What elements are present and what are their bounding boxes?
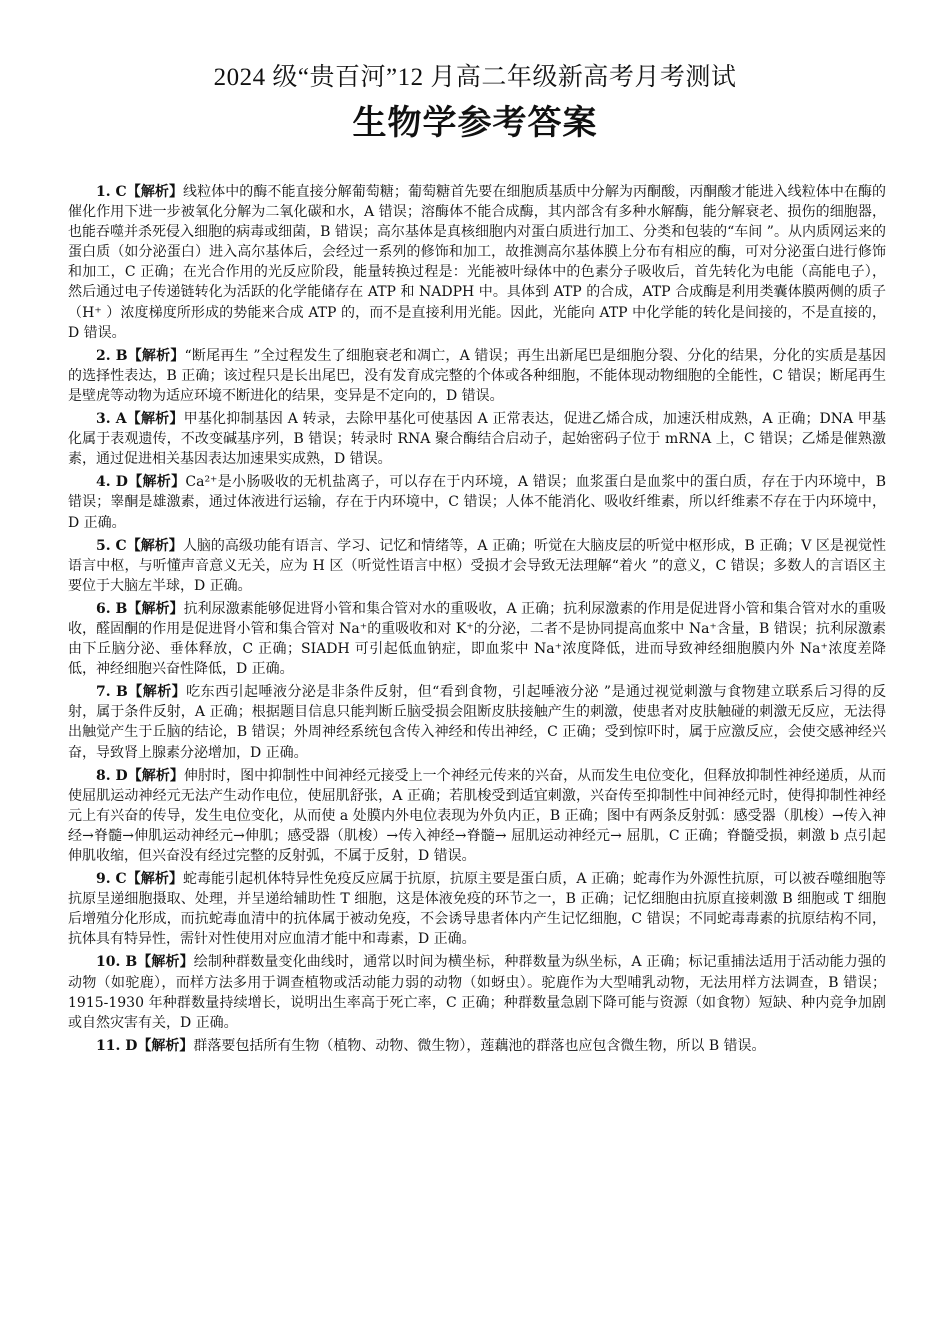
answer-text: 绘制种群数量变化曲线时，通常以时间为横坐标，种群数量为纵坐标，A 正确；标记重捕法适用于活动能力强的动物（如驼鹿），而样方法多用于调查植物或活动能力弱的动物（如蚜虫）。驼鹿作为大型哺乳动物，无法用样方法调查，B 错误；1915-1930 年种群数量持续增长，说明出生率高于死亡率，C 正确；种群数量急剧下降可能与资源（如食物）短缺、种内竞争加剧或自然灾害有关，D 正确。 (68, 954, 886, 1031)
answer-item-2 (68, 346, 886, 406)
answer-text: 抗利尿激素能够促进肾小管和集合管对水的重吸收，A 正确；抗利尿激素的作用是促进肾小管和集合管对水的重吸收，醛固酮的作用是促进肾小管和集合管对 Na⁺的重吸收和对 K⁺的分泌，二者不是协同提高血浆中 Na⁺含量，B 错误；抗利尿激素由下丘脑分泌、垂体释放，C 正确；SIADH 可引起低血钠症，即血浆中 Na⁺浓度降低，进而导致神经细胞膜内外 Na⁺浓度差降低，神经细胞兴奋性降低，D 正确。 (68, 600, 887, 678)
answer-number: 5. C (96, 537, 127, 554)
answer-number: 2. B (96, 347, 128, 364)
answer-text: Ca²⁺是小肠吸收的无机盐离子，可以存在于内环境，A 错误；血浆蛋白是血浆中的蛋白质，存在于内环境中，B 错误；睾酮是雄激素，通过体液进行运输，存在于内环境中，C 错误；人体不能消化、吸收纤维素，所以纤维素不存在于内环境中，D 正确。 (68, 474, 886, 531)
analysis-tag: 【解析】 (126, 411, 184, 428)
analysis-tag: 【解析】 (126, 184, 184, 200)
answer-item-6 (68, 599, 886, 679)
answer-text: 群落要包括所有生物（植物、动物、微生物），莲藕池的群落也应包含微生物，所以 B 错误。 (193, 1037, 766, 1054)
analysis-tag: 【解析】 (127, 600, 184, 617)
answer-text: 线粒体中的酶不能直接分解葡萄糖；葡萄糖首先要在细胞质基质中分解为丙酮酸，丙酮酸才能进入线粒体中在酶的催化作用下进一步被氧化分解为二氧化碳和水，A 错误；溶酶体不能合成酶，其内部含有多种水解酶，能分解衰老、损伤的细胞器，也能吞噬并杀死侵入细胞的病毒或细菌，B 错误；高尔基体是真核细胞内对蛋白质进行加工、分类和包装的“车间 ”。从内质网运来的蛋白质（如分泌蛋白）进入高尔基体后，会经过一系列的修饰和加工，故推测高尔基体膜上分布有相应的酶，可对分泌蛋白进行修饰和加工，C 正确；在光合作用的光反应阶段，能量转换过程是：光能被叶绿体中的色素分子吸收后，首先转化为电能（高能电子），然后通过电子传递链转化为活跃的化学能储存在 ATP 和 NADPH 中。具体到 ATP 的合成，ATP 合成酶是利用类囊体膜两侧的质子（H⁺ ）浓度梯度所形成的势能来合成 ATP 的，而不是直接利用光能。因此，光能向 ATP 中化学能的转化是间接的，不是直接的，D 错误。 (68, 184, 887, 341)
answer-text: 甲基化抑制基因 A 转录，去除甲基化可使基因 A 正常表达，促进乙烯合成，加速沃柑成熟，A 正确；DNA 甲基化属于表观遗传，不改变碱基序列，B 错误；转录时 RNA 聚合酶结合启动子，起始密码子位于 mRNA 上，C 错误；乙烯是催熟激素，通过促进相关基因表达加速果实成熟，D 错误。 (68, 411, 886, 468)
answer-item-7 (68, 682, 886, 762)
analysis-tag: 【解析】 (127, 684, 187, 701)
answer-number: 6. B (96, 600, 128, 617)
answer-text: 人脑的高级功能有语言、学习、记忆和情绪等，A 正确；听觉在大脑皮层的听觉中枢形成，B 正确；V 区是视觉性语言中枢，与听懂声音意义无关，应为 H 区（听觉性语言中枢）受损才会导致无法理解“着火 ”的意义，C 错误；多数人的言语区主要位于大脑左半球，D 正确。 (68, 537, 887, 594)
analysis-tag: 【解析】 (137, 1037, 194, 1054)
answer-item-8 (68, 766, 886, 866)
page-title: 生物学参考答案 (352, 103, 598, 143)
answer-item-10 (68, 952, 886, 1032)
analysis-tag: 【解析】 (127, 767, 184, 784)
answer-number: 11. D (96, 1037, 138, 1054)
answer-item-4 (68, 472, 886, 532)
answer-item-3 (68, 409, 886, 469)
answer-number: 3. A (96, 411, 127, 428)
answer-item-11 (68, 1036, 886, 1056)
answer-number: 8. D (96, 767, 128, 784)
answer-text: 吃东西引起唾液分泌是非条件反射，但“看到食物，引起唾液分泌 ”是通过视觉刺激与食物建立联系后习得的反射，属于条件反射，A 正确；根据题目信息只能判断丘脑受损会阻断皮肤接触产生的刺激，使患者对皮肤触碰的刺激无反应，无法得出触觉产生于丘脑的结论，B 错误；外周神经系统包含传入神经和传出神经，C 正确；受到惊吓时，属于应激反应，会使交感神经兴奋，导致肾上腺素分泌增加，D 正确。 (68, 684, 886, 761)
analysis-tag: 【解析】 (126, 537, 183, 554)
analysis-tag: 【解析】 (127, 347, 185, 364)
answer-number: 9. C (96, 871, 127, 888)
answer-item-5 (68, 536, 886, 596)
answer-number: 1. C (96, 184, 127, 200)
answer-text: 伸肘时，图中抑制性中间神经元接受上一个神经元传来的兴奋，从而发生电位变化，但释放抑制性神经递质，从而使屈肌运动神经元无法产生动作电位，使屈肌舒张，A 正确；若肌梭受到适宜刺激，兴奋传至抑制性中间神经元时，使得抑制性神经元上有兴奋的传导，发生电位变化，从而使 a 处膜内外电位表现为外负内正，B 正确；图中有两条反射弧：感受器（肌梭）→传入神经→脊髓→伸肌运动神经元→伸肌；感受器（肌梭）→传入神经→脊髓→ 屈肌运动神经元→ 屈肌，C 正确；脊髓受损，刺激 b 点引起伸肌收缩，但兴奋没有经过完整的反射弧，不属于反射，D 错误。 (68, 767, 887, 864)
answer-number: 7. B (96, 684, 128, 701)
analysis-tag: 【解析】 (127, 474, 186, 491)
answer-text: 蛇毒能引起机体特异性免疫反应属于抗原，抗原主要是蛋白质，A 正确；蛇毒作为外源性抗原，可以被吞噬细胞等抗原呈递细胞摄取、处理，并呈递给辅助性 T 细胞，这是体液免疫的环节之一，B 正确；记忆细胞由抗原直接刺激 B 细胞或 T 细胞后增殖分化形成，而抗蛇毒血清中的抗体属于被动免疫，不会诱导患者体内产生记忆细胞，C 错误；不同蛇毒毒素的抗原结构不同，抗体具有特异性，需针对性使用对应血清才能中和毒素，D 正确。 (68, 871, 887, 948)
answer-number: 10. B (96, 954, 138, 971)
answer-item-1 (68, 182, 886, 343)
answer-item-9 (68, 869, 886, 949)
answer-text: “断尾再生 ”全过程发生了细胞衰老和凋亡，A 错误；再生出新尾巴是细胞分裂、分化的结果，分化的实质是基因的选择性表达，B 正确；该过程只是长出尾巴，没有发育成完整的个体或各种细胞，不能体现动物细胞的全能性，C 错误；断尾再生是壁虎等动物为适应环境不断进化的结果，变异是不定向的，D 错误。 (68, 347, 886, 404)
answer-number: 4. D (96, 474, 128, 491)
exam-subtitle: 2024 级“贵百河”12 月高二年级新高考月考测试 (213, 64, 737, 91)
analysis-tag: 【解析】 (126, 871, 183, 888)
analysis-tag: 【解析】 (137, 954, 194, 971)
answer-list (68, 182, 886, 1059)
